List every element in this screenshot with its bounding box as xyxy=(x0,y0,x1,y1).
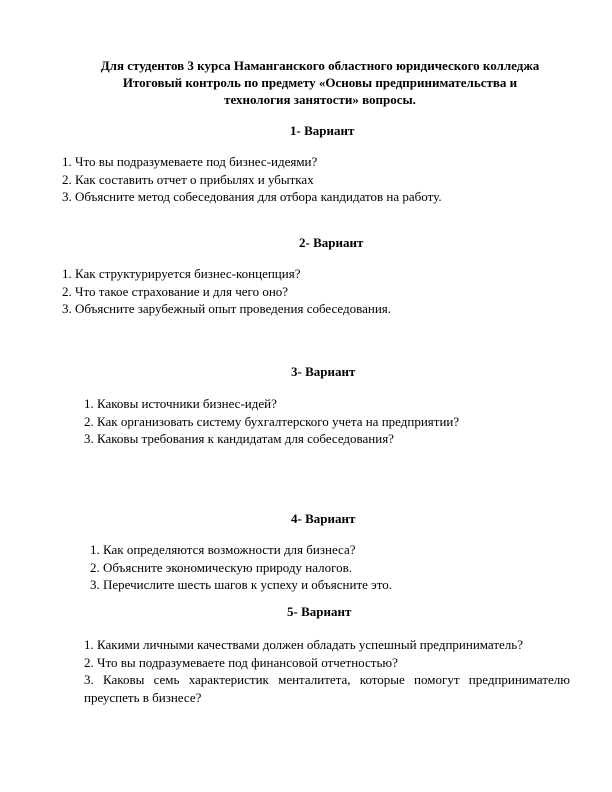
variant-3-questions xyxy=(84,395,459,448)
header-line-2: Итоговый контроль по предмету «Основы предпринимательства и xyxy=(122,75,518,90)
variant-5-title: 5- Вариант xyxy=(287,604,352,619)
variant-4-title: 4- Вариант xyxy=(291,511,356,526)
question-item: 3. Каковы семь характеристик менталитета, которые помогут предпринимателю преуспеть в бизнесе? xyxy=(84,672,570,705)
question-item: 2. Объясните экономическую природу налогов. xyxy=(90,559,353,575)
question-item: 2. Что такое страхование и для чего оно? xyxy=(62,283,289,299)
variant-1-title: 1- Вариант xyxy=(290,123,355,138)
question-item: 2. Как организовать систему бухгалтерского учета на предприятии? xyxy=(84,413,460,429)
question-item: 1. Что вы подразумеваете под бизнес-идеями? xyxy=(62,154,318,169)
question-item: 1. Какими личными качествами должен обладать успешный предприниматель? xyxy=(84,637,523,652)
variant-3-title: 3- Вариант xyxy=(291,364,356,379)
document-header xyxy=(60,57,580,108)
header-line-1: Для студентов 3 курса Наманганского областного юридического колледжа xyxy=(100,58,540,73)
question-item: 3. Каковы требования к кандидатам для собеседования? xyxy=(84,431,394,446)
question-item: 1. Как определяются возможности для бизнеса? xyxy=(90,542,356,557)
question-item: 3. Объясните зарубежный опыт проведения собеседования. xyxy=(62,301,392,316)
variant-5-questions xyxy=(84,636,570,706)
question-item: 3. Перечислите шесть шагов к успеху и объясните это. xyxy=(90,577,392,592)
header-line-3: технология занятости» вопросы. xyxy=(224,92,416,107)
variant-2-title: 2- Вариант xyxy=(299,235,364,250)
variant-4-questions xyxy=(90,541,392,594)
variant-2-questions xyxy=(62,265,391,318)
question-item: 2. Как составить отчет о прибылях и убытках xyxy=(62,171,314,187)
question-item: 3. Объясните метод собеседования для отбора кандидатов на работу. xyxy=(62,189,442,204)
question-item: 1. Каковы источники бизнес-идей? xyxy=(84,396,277,411)
question-item: 1. Как структурируется бизнес-концепция? xyxy=(62,266,301,281)
variant-1-questions xyxy=(62,153,442,206)
question-item: 2. Что вы подразумеваете под финансовой отчетностью? xyxy=(84,654,398,670)
